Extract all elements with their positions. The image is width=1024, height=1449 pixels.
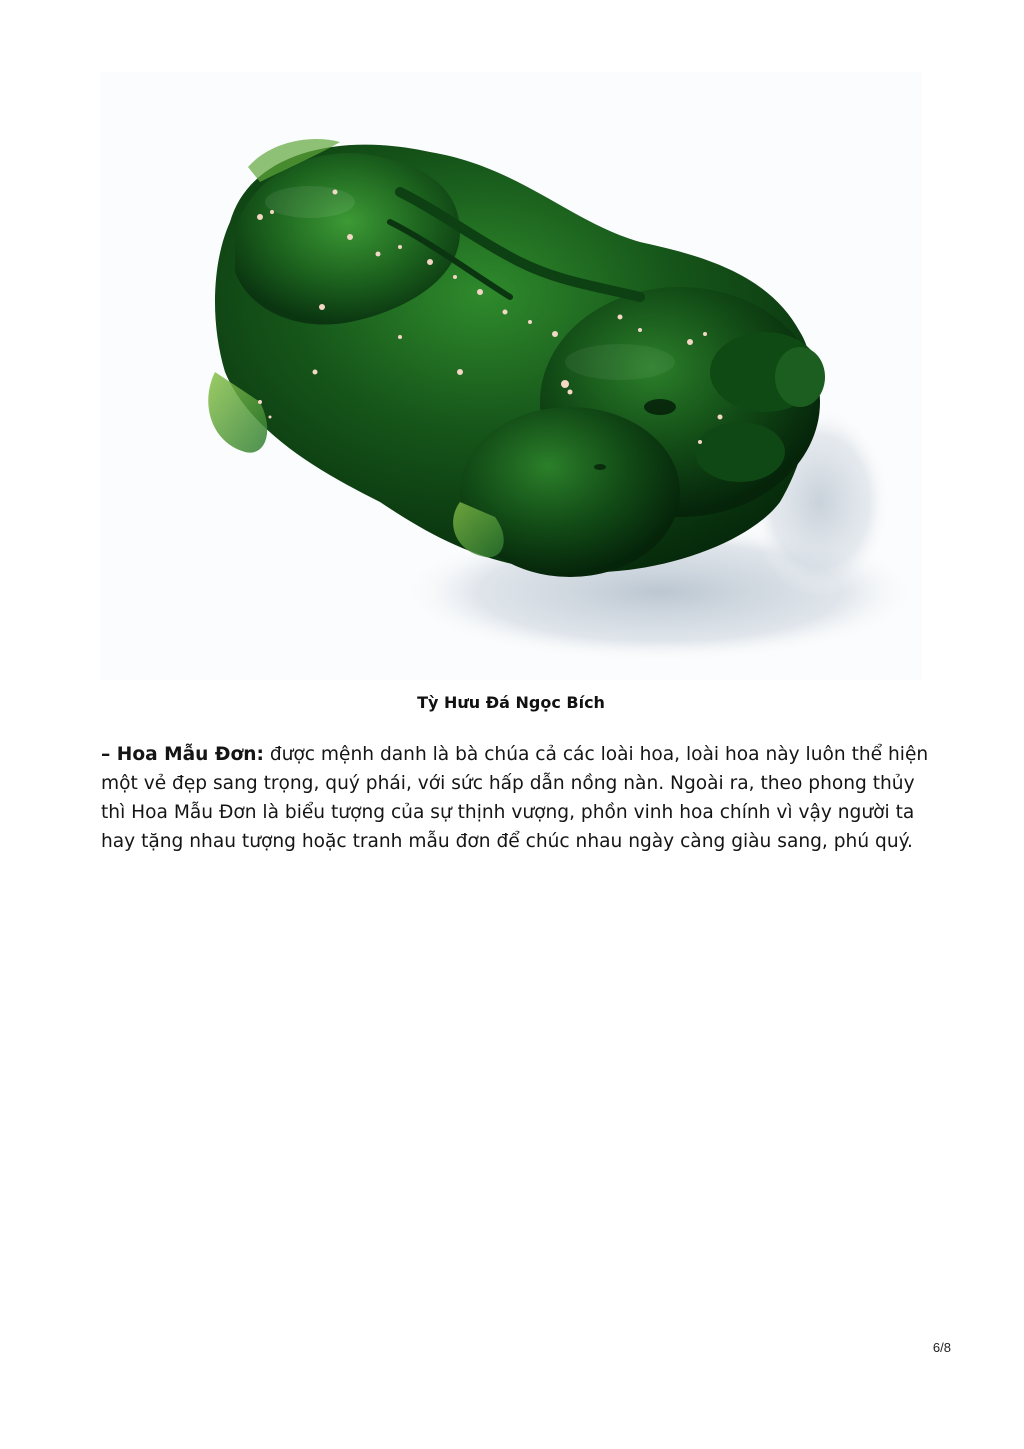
image-caption: Tỳ Hưu Đá Ngọc Bích bbox=[417, 693, 605, 712]
paragraph-lead: – Hoa Mẫu Đơn: bbox=[101, 744, 264, 765]
jade-pixiu-photo bbox=[100, 72, 922, 680]
paragraph-text: được mệnh danh là bà chúa cả các loài hoa, loài hoa này luôn thể hiện một vẻ đẹp sang trọng, quý phái, với sức hấp dẫn nồng nàn. Ngoài ra, theo phong thủy thì Hoa Mẫu Đơn là biểu tượng của sự thịnh vượng, phồn vinh hoa chính vì vậy người ta hay tặng nhau tượng hoặc tranh mẫu đơn để chúc nhau ngày càng giàu sang, phú quý. bbox=[101, 744, 929, 852]
jade-pixiu-illustration bbox=[100, 72, 922, 680]
body-paragraph bbox=[101, 740, 931, 856]
page-number: 6/8 bbox=[932, 1340, 951, 1355]
